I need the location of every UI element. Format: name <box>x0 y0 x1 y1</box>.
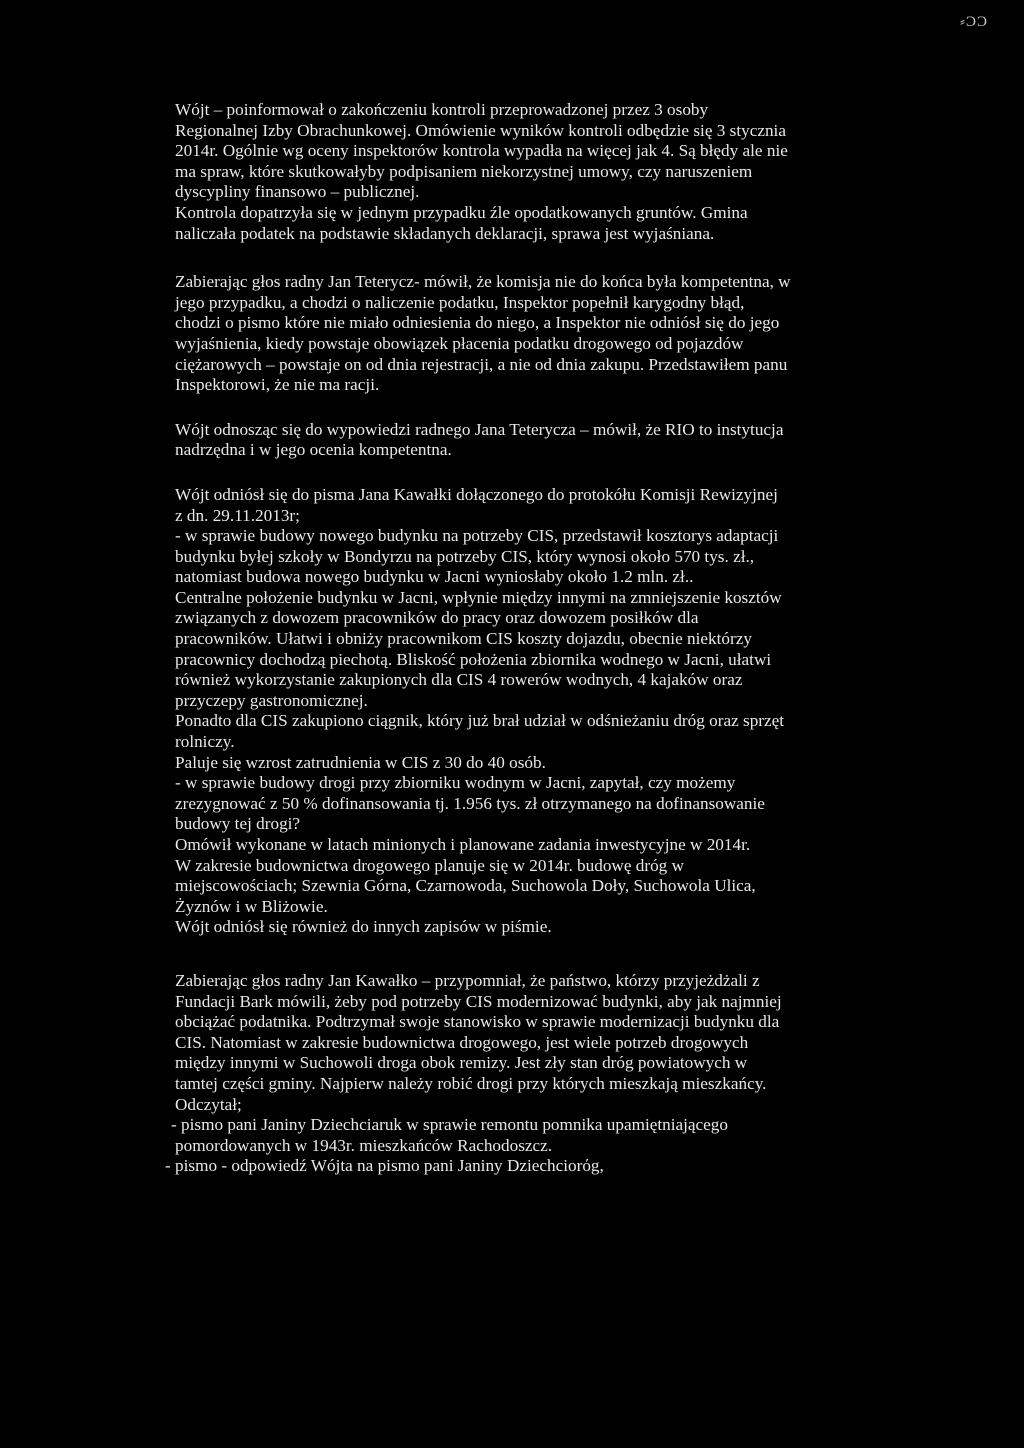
text-line: Centralne położenie budynku w Jacni, wpłynie między innymi na zmniejszenie kosztów <box>175 587 782 607</box>
text-line: Zabierając głos radny Jan Teterycz- mówił, że komisja nie do końca była kompetentna, w <box>175 272 791 292</box>
text-line: między innymi w Suchowoli droga obok remizy. Jest zły stan dróg powiatowych w <box>175 1053 748 1073</box>
document-body <box>165 100 935 1177</box>
text-line: 2014r. Ogólnie wg oceny inspektorów kontrola wypadła na więcej jak 4. Są błędy ale nie <box>175 141 788 161</box>
text-line: ma spraw, które skutkowałyby podpisaniem niekorzystnej umowy, czy naruszeniem <box>175 161 753 181</box>
text-line: jego przypadku, a chodzi o naliczenie podatku, Inspektor popełnił karygodny błąd, <box>175 292 745 312</box>
page-mark: ⸗ϽϽ <box>959 14 988 30</box>
text-line: Zabierając głos radny Jan Kawałko – przypomniał, że państwo, którzy przyjeżdżali z <box>175 970 760 990</box>
text-line: zrezygnować z 50 % dofinansowania tj. 1.956 tys. zł otrzymanego na dofinansowanie <box>175 793 765 813</box>
text-line: Odczytał; <box>175 1094 242 1114</box>
text-line: pracownicy dochodzą piechotą. Bliskość położenia zbiornika wodnego w Jacni, ułatwi <box>175 649 772 669</box>
text-line: Żyznów i w Bliżowie. <box>175 896 328 916</box>
text-line: Wójt odniósł się również do innych zapisów w piśmie. <box>175 917 552 937</box>
text-line: Fundacji Bark mówili, żeby pod potrzeby CIS modernizować budynki, aby jak najmniej <box>175 991 782 1011</box>
text-line: Wójt odnosząc się do wypowiedzi radnego Jana Teterycza – mówił, że RIO to instytucja <box>175 419 784 439</box>
text-line: dyscypliny finansowo – publicznej. <box>175 182 420 202</box>
paragraph-5 <box>165 970 935 1177</box>
paragraph-4 <box>175 485 935 938</box>
text-line: Regionalnej Izby Obrachunkowej. Omówienie wyników kontroli odbędzie się 3 stycznia <box>175 120 786 140</box>
text-line: związanych z dowozem pracowników do pracy oraz dowozem posiłków dla <box>175 608 699 628</box>
text-line: budowy tej drogi? <box>175 814 301 834</box>
list-item: - pismo - odpowiedź Wójta na pismo pani Janiny Dziechciorόg, <box>165 1156 604 1176</box>
text-line: - w sprawie budowy nowego budynku na potrzeby CIS, przedstawił kosztorys adaptacji <box>175 526 779 546</box>
text-line: rolniczy. <box>175 732 235 752</box>
text-line: - w sprawie budowy drogi przy zbiorniku wodnym w Jacni, zapytał, czy możemy <box>175 773 736 793</box>
paragraph-3 <box>175 420 935 461</box>
text-line: Wójt – poinformował o zakończeniu kontroli przeprowadzonej przez 3 osoby <box>175 100 709 119</box>
text-line: miejscowościach; Szewnia Górna, Czarnowoda, Suchowola Doły, Suchowola Ulica, <box>175 876 756 896</box>
list-item: - pismo pani Janiny Dziechciaruk w sprawie remontu pomnika upamiętniającego <box>171 1115 728 1135</box>
paragraph-1 <box>175 100 935 244</box>
text-line: Inspektorowi, że nie ma racji. <box>175 375 380 395</box>
text-line: chodzi o pismo które nie miało odniesienia do niego, a Inspektor nie odniósł się do jego <box>175 313 780 333</box>
text-line: pracowników. Ułatwi i obniży pracownikom CIS koszty dojazdu, obecnie niektórzy <box>175 629 752 649</box>
text-line: W zakresie budownictwa drogowego planuje się w 2014r. budowę dróg w <box>175 855 684 875</box>
text-line: budynku byłej szkoły w Bondyrzu na potrzeby CIS, który wynosi około 570 tys. zł., <box>175 546 755 566</box>
text-line: natomiast budowa nowego budynku w Jacni wyniosłaby około 1.2 mln. zł.. <box>175 567 694 587</box>
text-line: nadrzędna i w jego ocenia kompetentna. <box>175 440 452 460</box>
text-line: z dn. 29.11.2013r; <box>175 505 300 525</box>
text-line: obciążać podatnika. Podtrzymał swoje stanowisko w sprawie modernizacji budynku dla <box>175 1012 780 1032</box>
text-line: Omówił wykonane w latach minionych i planowane zadania inwestycyjne w 2014r. <box>175 835 751 854</box>
text-line: Kontrola dopatrzyła się w jednym przypadku źle opodatkowanych gruntów. Gmina <box>175 202 748 222</box>
text-line: również wykorzystanie zakupionych dla CIS 4 rowerów wodnych, 4 kajaków oraz <box>175 670 743 690</box>
text-line: CIS. Natomiast w zakresie budownictwa drogowego, jest wiele potrzeb drogowych <box>175 1032 749 1052</box>
text-line: Paluje się wzrost zatrudnienia w CIS z 30 do 40 osób. <box>175 752 546 772</box>
text-line: wyjaśnienia, kiedy powstaje obowiązek płacenia podatku drogowego od pojazdów <box>175 333 744 353</box>
list-item-continuation: pomordowanych w 1943r. mieszkańców Rachodoszcz. <box>175 1135 553 1155</box>
paragraph-2 <box>175 272 935 396</box>
text-line: Wójt odniósł się do pisma Jana Kawałki dołączonego do protokółu Komisji Rewizyjnej <box>175 484 778 504</box>
text-line: tamtej części gminy. Najpierw należy robić drogi przy których mieszkają mieszkańcy. <box>175 1073 767 1093</box>
text-line: Ponadto dla CIS zakupiono ciągnik, który już brał udział w odśnieżaniu dróg oraz sprzęt <box>175 711 785 731</box>
text-line: naliczała podatek na podstawie składanych deklaracji, sprawa jest wyjaśniana. <box>175 223 715 243</box>
text-line: ciężarowych – powstaje on od dnia rejestracji, a nie od dnia zakupu. Przedstawiłem panu <box>175 354 788 374</box>
text-line: przyczepy gastronomicznej. <box>175 690 368 710</box>
